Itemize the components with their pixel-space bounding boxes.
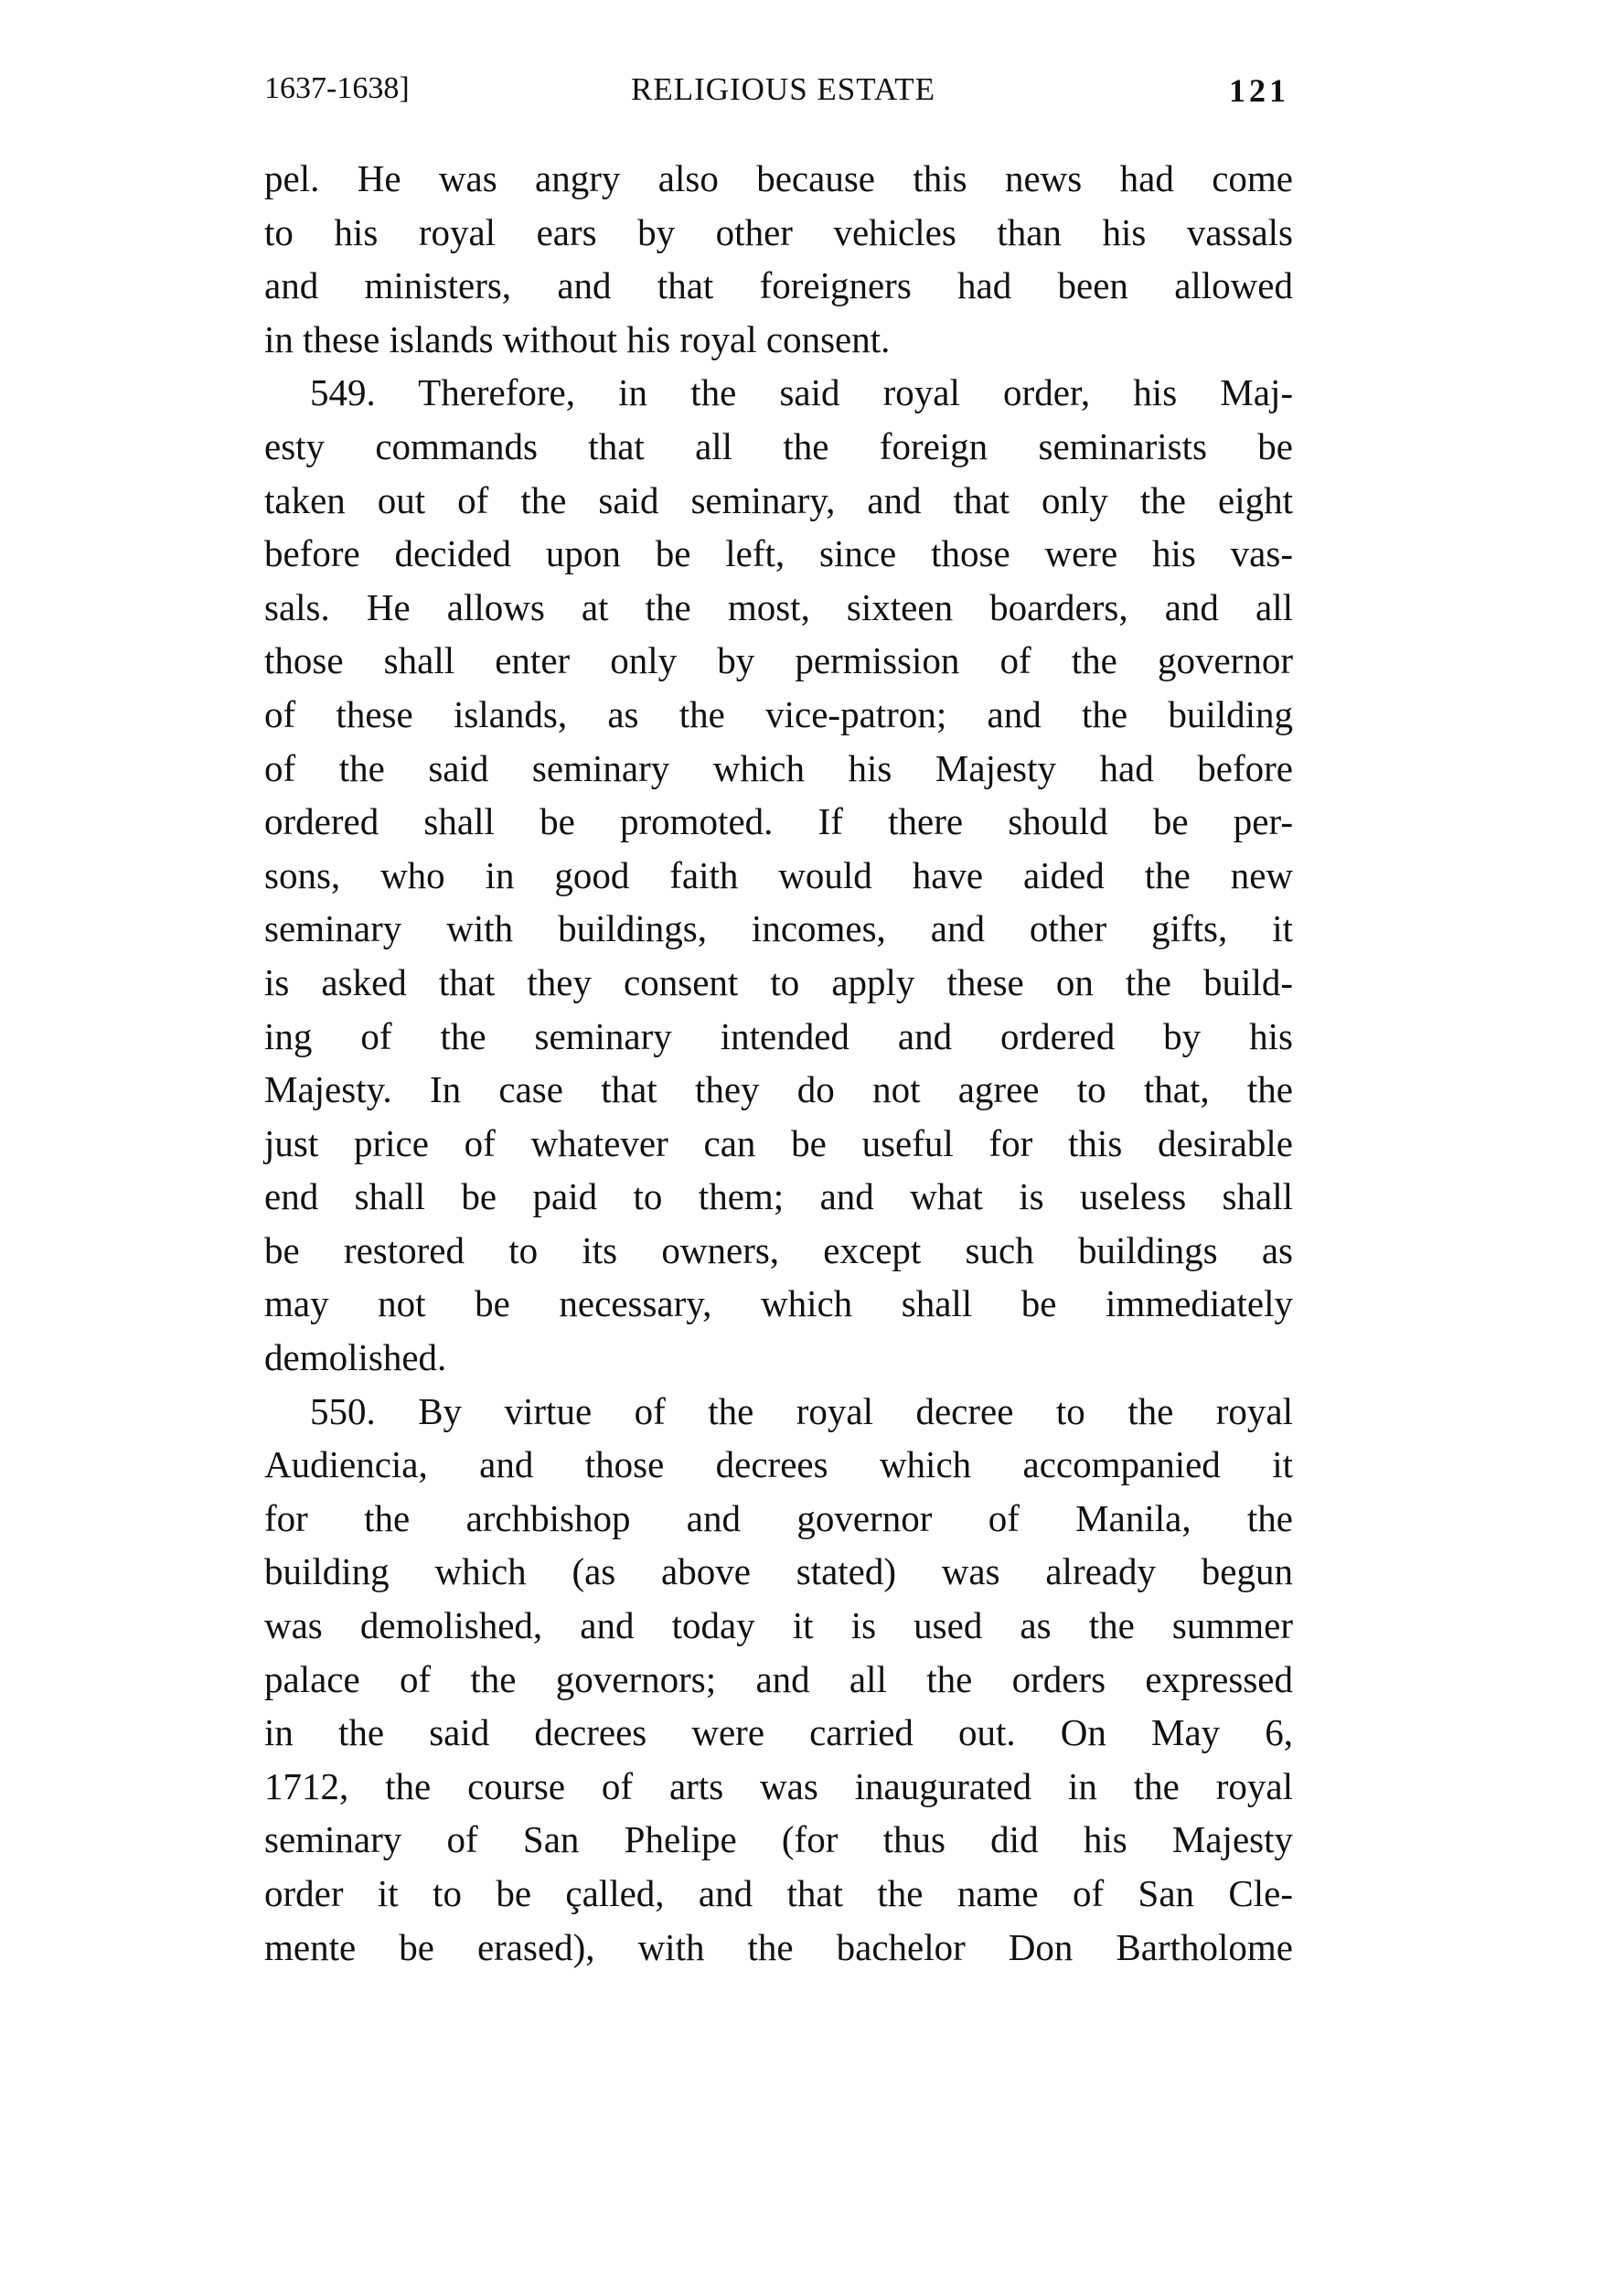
text-line: 550. By virtue of the royal decree to the royal <box>310 1389 1293 1432</box>
text-line: 1712, the course of arts was inaugurated in the royal <box>264 1764 1293 1807</box>
text-line: of these islands, as the vice-patron; and the building <box>264 692 1293 735</box>
text-line: demolished. <box>264 1336 447 1379</box>
text-line: may not be necessary, which shall be immediately <box>264 1282 1293 1325</box>
text-line: pel. He was angry also because this news had come <box>264 157 1293 199</box>
text-line: 549. Therefore, in the said royal order, his Maj- <box>310 371 1293 414</box>
text-line: be restored to its owners, except such buildings as <box>264 1228 1293 1271</box>
paragraph <box>264 366 1293 1384</box>
text-line: before decided upon be left, since those were his vas- <box>264 532 1293 575</box>
text-line: for the archbishop and governor of Manila, the <box>264 1496 1293 1539</box>
text-line: to his royal ears by other vehicles than his vassals <box>264 210 1293 253</box>
text-line: sons, who in good faith would have aided the new <box>264 853 1293 896</box>
header-running-title: RELIGIOUS ESTATE <box>630 71 936 107</box>
text-line: ordered shall be promoted. If there should be per- <box>264 800 1293 843</box>
text-line: palace of the governors; and all the orders expressed <box>264 1657 1293 1700</box>
page-body-text <box>264 152 1293 1974</box>
text-line: end shall be paid to them; and what is useless shall <box>264 1175 1293 1218</box>
text-line: is asked that they consent to apply these on the build- <box>264 960 1293 1003</box>
text-line: esty commands that all the foreign seminarists be <box>264 424 1293 467</box>
text-line: order it to be çalled, and that the name of San Cle- <box>264 1872 1293 1914</box>
text-line: just price of whatever can be useful for this desirable <box>264 1121 1293 1164</box>
text-line: Majesty. In case that they do not agree to that, the <box>264 1068 1293 1111</box>
header-date-range: 1637-1638] <box>264 71 410 105</box>
running-header <box>264 71 1293 117</box>
text-line: in the said decrees were carried out. On May 6, <box>264 1711 1293 1754</box>
text-line: in these islands without his royal consent. <box>264 317 891 360</box>
paragraph <box>264 1385 1293 1975</box>
text-line: and ministers, and that foreigners had been allowed <box>264 264 1293 307</box>
text-line: sals. He allows at the most, sixteen boarders, and all <box>264 585 1293 628</box>
text-line: building which (as above stated) was already begun <box>264 1550 1293 1593</box>
text-line: of the said seminary which his Majesty had before <box>264 746 1293 789</box>
text-line: seminary with buildings, incomes, and other gifts, it <box>264 907 1293 950</box>
text-line: Audiencia, and those decrees which accompanied it <box>264 1443 1293 1486</box>
text-line: ing of the seminary intended and ordered by his <box>264 1014 1293 1057</box>
page-number: 121 <box>1229 72 1289 109</box>
text-line: those shall enter only by permission of the governor <box>264 639 1293 682</box>
text-line: seminary of San Phelipe (for thus did his Majesty <box>264 1818 1293 1861</box>
text-line: was demolished, and today it is used as the summer <box>264 1604 1293 1647</box>
paragraph <box>264 152 1293 366</box>
text-line: taken out of the said seminary, and that only the eight <box>264 478 1293 521</box>
text-line: mente be erased), with the bachelor Don Bartholome <box>264 1925 1293 1968</box>
